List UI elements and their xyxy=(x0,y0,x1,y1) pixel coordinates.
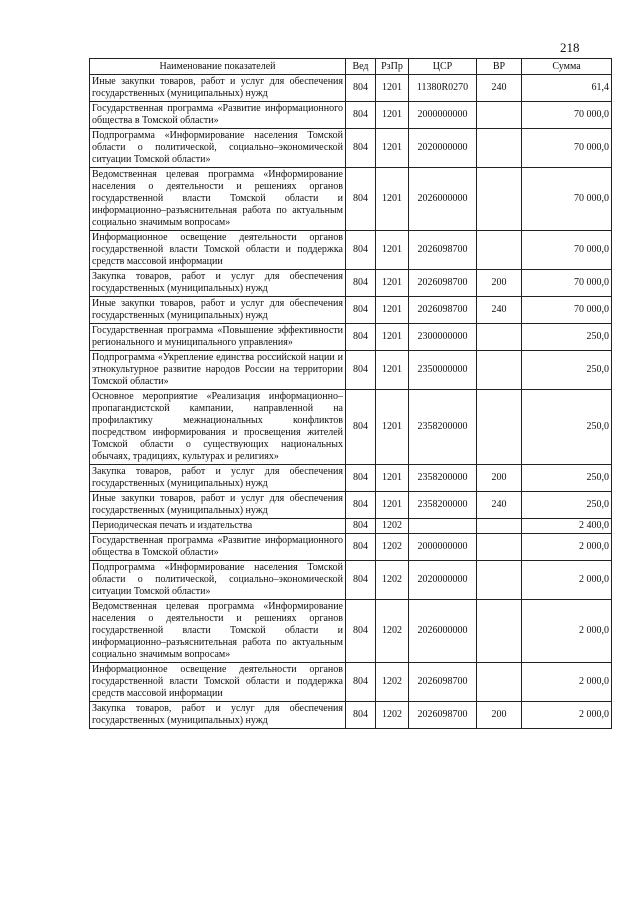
row-sum: 2 000,0 xyxy=(522,561,612,600)
row-vr xyxy=(477,324,522,351)
row-vr xyxy=(477,129,522,168)
row-ved: 804 xyxy=(346,102,376,129)
row-csr: 2026098700 xyxy=(409,270,477,297)
row-sum: 2 000,0 xyxy=(522,600,612,663)
row-name: Информационное освещение деятельности органов государственной власти Томской области и поддержка средств массовой информации xyxy=(90,663,346,702)
table-row xyxy=(90,351,612,390)
row-ved: 804 xyxy=(346,534,376,561)
row-csr: 2026098700 xyxy=(409,231,477,270)
row-rzpr: 1201 xyxy=(376,129,409,168)
table-row xyxy=(90,600,612,663)
row-ved: 804 xyxy=(346,663,376,702)
row-sum: 70 000,0 xyxy=(522,231,612,270)
row-rzpr: 1201 xyxy=(376,351,409,390)
row-sum: 2 400,0 xyxy=(522,519,612,534)
table-row xyxy=(90,324,612,351)
row-name: Подпрограмма «Информирование населения Томской области о политической, социально–экономической ситуации Томской области» xyxy=(90,129,346,168)
row-rzpr: 1202 xyxy=(376,702,409,729)
row-vr xyxy=(477,663,522,702)
row-name: Закупка товаров, работ и услуг для обеспечения государственных (муниципальных) нужд xyxy=(90,465,346,492)
row-csr: 2358200000 xyxy=(409,465,477,492)
row-csr: 2300000000 xyxy=(409,324,477,351)
row-csr: 2358200000 xyxy=(409,390,477,465)
row-name: Информационное освещение деятельности органов государственной власти Томской области и поддержка средств массовой информации xyxy=(90,231,346,270)
row-csr: 2026098700 xyxy=(409,702,477,729)
row-name: Иные закупки товаров, работ и услуг для обеспечения государственных (муниципальных) нужд xyxy=(90,75,346,102)
row-sum: 250,0 xyxy=(522,351,612,390)
row-vr xyxy=(477,102,522,129)
row-csr: 2026000000 xyxy=(409,600,477,663)
row-rzpr: 1201 xyxy=(376,102,409,129)
row-rzpr: 1201 xyxy=(376,231,409,270)
row-rzpr: 1201 xyxy=(376,492,409,519)
row-name: Закупка товаров, работ и услуг для обеспечения государственных (муниципальных) нужд xyxy=(90,702,346,729)
row-vr: 240 xyxy=(477,297,522,324)
row-csr: 2026098700 xyxy=(409,297,477,324)
row-ved: 804 xyxy=(346,324,376,351)
table-row xyxy=(90,102,612,129)
row-vr xyxy=(477,351,522,390)
row-sum: 61,4 xyxy=(522,75,612,102)
table-row xyxy=(90,492,612,519)
row-ved: 804 xyxy=(346,561,376,600)
table-row xyxy=(90,231,612,270)
row-ved: 804 xyxy=(346,231,376,270)
header-ved: Вед xyxy=(346,59,376,75)
table-row xyxy=(90,390,612,465)
row-name: Закупка товаров, работ и услуг для обеспечения государственных (муниципальных) нужд xyxy=(90,270,346,297)
row-sum: 2 000,0 xyxy=(522,534,612,561)
row-name: Основное мероприятие «Реализация информационно–пропагандистской кампании, направленной на профилактику межнациональных конфликтов посредством информирования и просвещения жителей Томской области о существующих национальных обычаях, традициях, культурах и религиях» xyxy=(90,390,346,465)
row-vr xyxy=(477,231,522,270)
row-vr xyxy=(477,168,522,231)
row-ved: 804 xyxy=(346,75,376,102)
row-rzpr: 1201 xyxy=(376,297,409,324)
row-ved: 804 xyxy=(346,390,376,465)
header-vr: ВР xyxy=(477,59,522,75)
row-csr: 2000000000 xyxy=(409,102,477,129)
row-name: Подпрограмма «Укрепление единства российской нации и этнокультурное развитие народов России на территории Томской области» xyxy=(90,351,346,390)
row-csr: 2020000000 xyxy=(409,129,477,168)
row-rzpr: 1201 xyxy=(376,270,409,297)
header-row xyxy=(90,59,612,75)
row-ved: 804 xyxy=(346,519,376,534)
row-name: Государственная программа «Развитие информационного общества в Томской области» xyxy=(90,534,346,561)
row-ved: 804 xyxy=(346,297,376,324)
row-csr: 2350000000 xyxy=(409,351,477,390)
table-row xyxy=(90,465,612,492)
row-csr: 11380R0270 xyxy=(409,75,477,102)
row-csr: 2000000000 xyxy=(409,534,477,561)
row-sum: 250,0 xyxy=(522,390,612,465)
row-csr xyxy=(409,519,477,534)
row-sum: 70 000,0 xyxy=(522,297,612,324)
row-vr: 240 xyxy=(477,75,522,102)
row-ved: 804 xyxy=(346,465,376,492)
header-sum: Сумма xyxy=(522,59,612,75)
row-vr: 200 xyxy=(477,465,522,492)
table-row xyxy=(90,702,612,729)
row-name: Ведомственная целевая программа «Информирование населения о деятельности и решениях органов государственной власти Томской области и информационно–разъяснительная работа по актуальным социально значимым вопросам» xyxy=(90,600,346,663)
row-sum: 250,0 xyxy=(522,324,612,351)
row-rzpr: 1201 xyxy=(376,75,409,102)
table-row xyxy=(90,297,612,324)
row-name: Иные закупки товаров, работ и услуг для обеспечения государственных (муниципальных) нужд xyxy=(90,297,346,324)
row-rzpr: 1202 xyxy=(376,534,409,561)
table-row xyxy=(90,519,612,534)
row-vr xyxy=(477,561,522,600)
row-ved: 804 xyxy=(346,351,376,390)
budget-table xyxy=(89,58,612,729)
table-row xyxy=(90,75,612,102)
row-vr: 200 xyxy=(477,270,522,297)
table-row xyxy=(90,561,612,600)
header-rzpr: РзПр xyxy=(376,59,409,75)
row-ved: 804 xyxy=(346,129,376,168)
row-vr xyxy=(477,390,522,465)
row-sum: 70 000,0 xyxy=(522,270,612,297)
row-rzpr: 1201 xyxy=(376,465,409,492)
row-rzpr: 1202 xyxy=(376,519,409,534)
row-sum: 2 000,0 xyxy=(522,702,612,729)
row-ved: 804 xyxy=(346,702,376,729)
row-name: Государственная программа «Повышение эффективности регионального и муниципального управления» xyxy=(90,324,346,351)
table-row xyxy=(90,129,612,168)
table-row xyxy=(90,270,612,297)
row-vr xyxy=(477,519,522,534)
row-sum: 250,0 xyxy=(522,465,612,492)
row-sum: 70 000,0 xyxy=(522,129,612,168)
row-rzpr: 1201 xyxy=(376,390,409,465)
row-name: Периодическая печать и издательства xyxy=(90,519,346,534)
row-csr: 2358200000 xyxy=(409,492,477,519)
row-vr xyxy=(477,534,522,561)
row-csr: 2026098700 xyxy=(409,663,477,702)
header-name: Наименование показателей xyxy=(90,59,346,75)
row-sum: 70 000,0 xyxy=(522,168,612,231)
row-ved: 804 xyxy=(346,600,376,663)
page-number: 218 xyxy=(560,40,580,55)
table-row xyxy=(90,663,612,702)
row-ved: 804 xyxy=(346,492,376,519)
row-sum: 250,0 xyxy=(522,492,612,519)
table-row xyxy=(90,534,612,561)
row-ved: 804 xyxy=(346,270,376,297)
row-sum: 70 000,0 xyxy=(522,102,612,129)
row-rzpr: 1201 xyxy=(376,168,409,231)
row-rzpr: 1202 xyxy=(376,663,409,702)
row-rzpr: 1202 xyxy=(376,600,409,663)
row-vr: 240 xyxy=(477,492,522,519)
row-csr: 2020000000 xyxy=(409,561,477,600)
row-csr: 2026000000 xyxy=(409,168,477,231)
row-rzpr: 1202 xyxy=(376,561,409,600)
row-ved: 804 xyxy=(346,168,376,231)
row-name: Иные закупки товаров, работ и услуг для обеспечения государственных (муниципальных) нужд xyxy=(90,492,346,519)
row-name: Ведомственная целевая программа «Информирование населения о деятельности и решениях органов государственной власти Томской области и информационно–разъяснительная работа по актуальным социально значимым вопросам» xyxy=(90,168,346,231)
row-name: Подпрограмма «Информирование населения Томской области о политической, социально–экономической ситуации Томской области» xyxy=(90,561,346,600)
row-vr: 200 xyxy=(477,702,522,729)
table-row xyxy=(90,168,612,231)
row-sum: 2 000,0 xyxy=(522,663,612,702)
row-vr xyxy=(477,600,522,663)
header-csr: ЦСР xyxy=(409,59,477,75)
row-rzpr: 1201 xyxy=(376,324,409,351)
row-name: Государственная программа «Развитие информационного общества в Томской области» xyxy=(90,102,346,129)
